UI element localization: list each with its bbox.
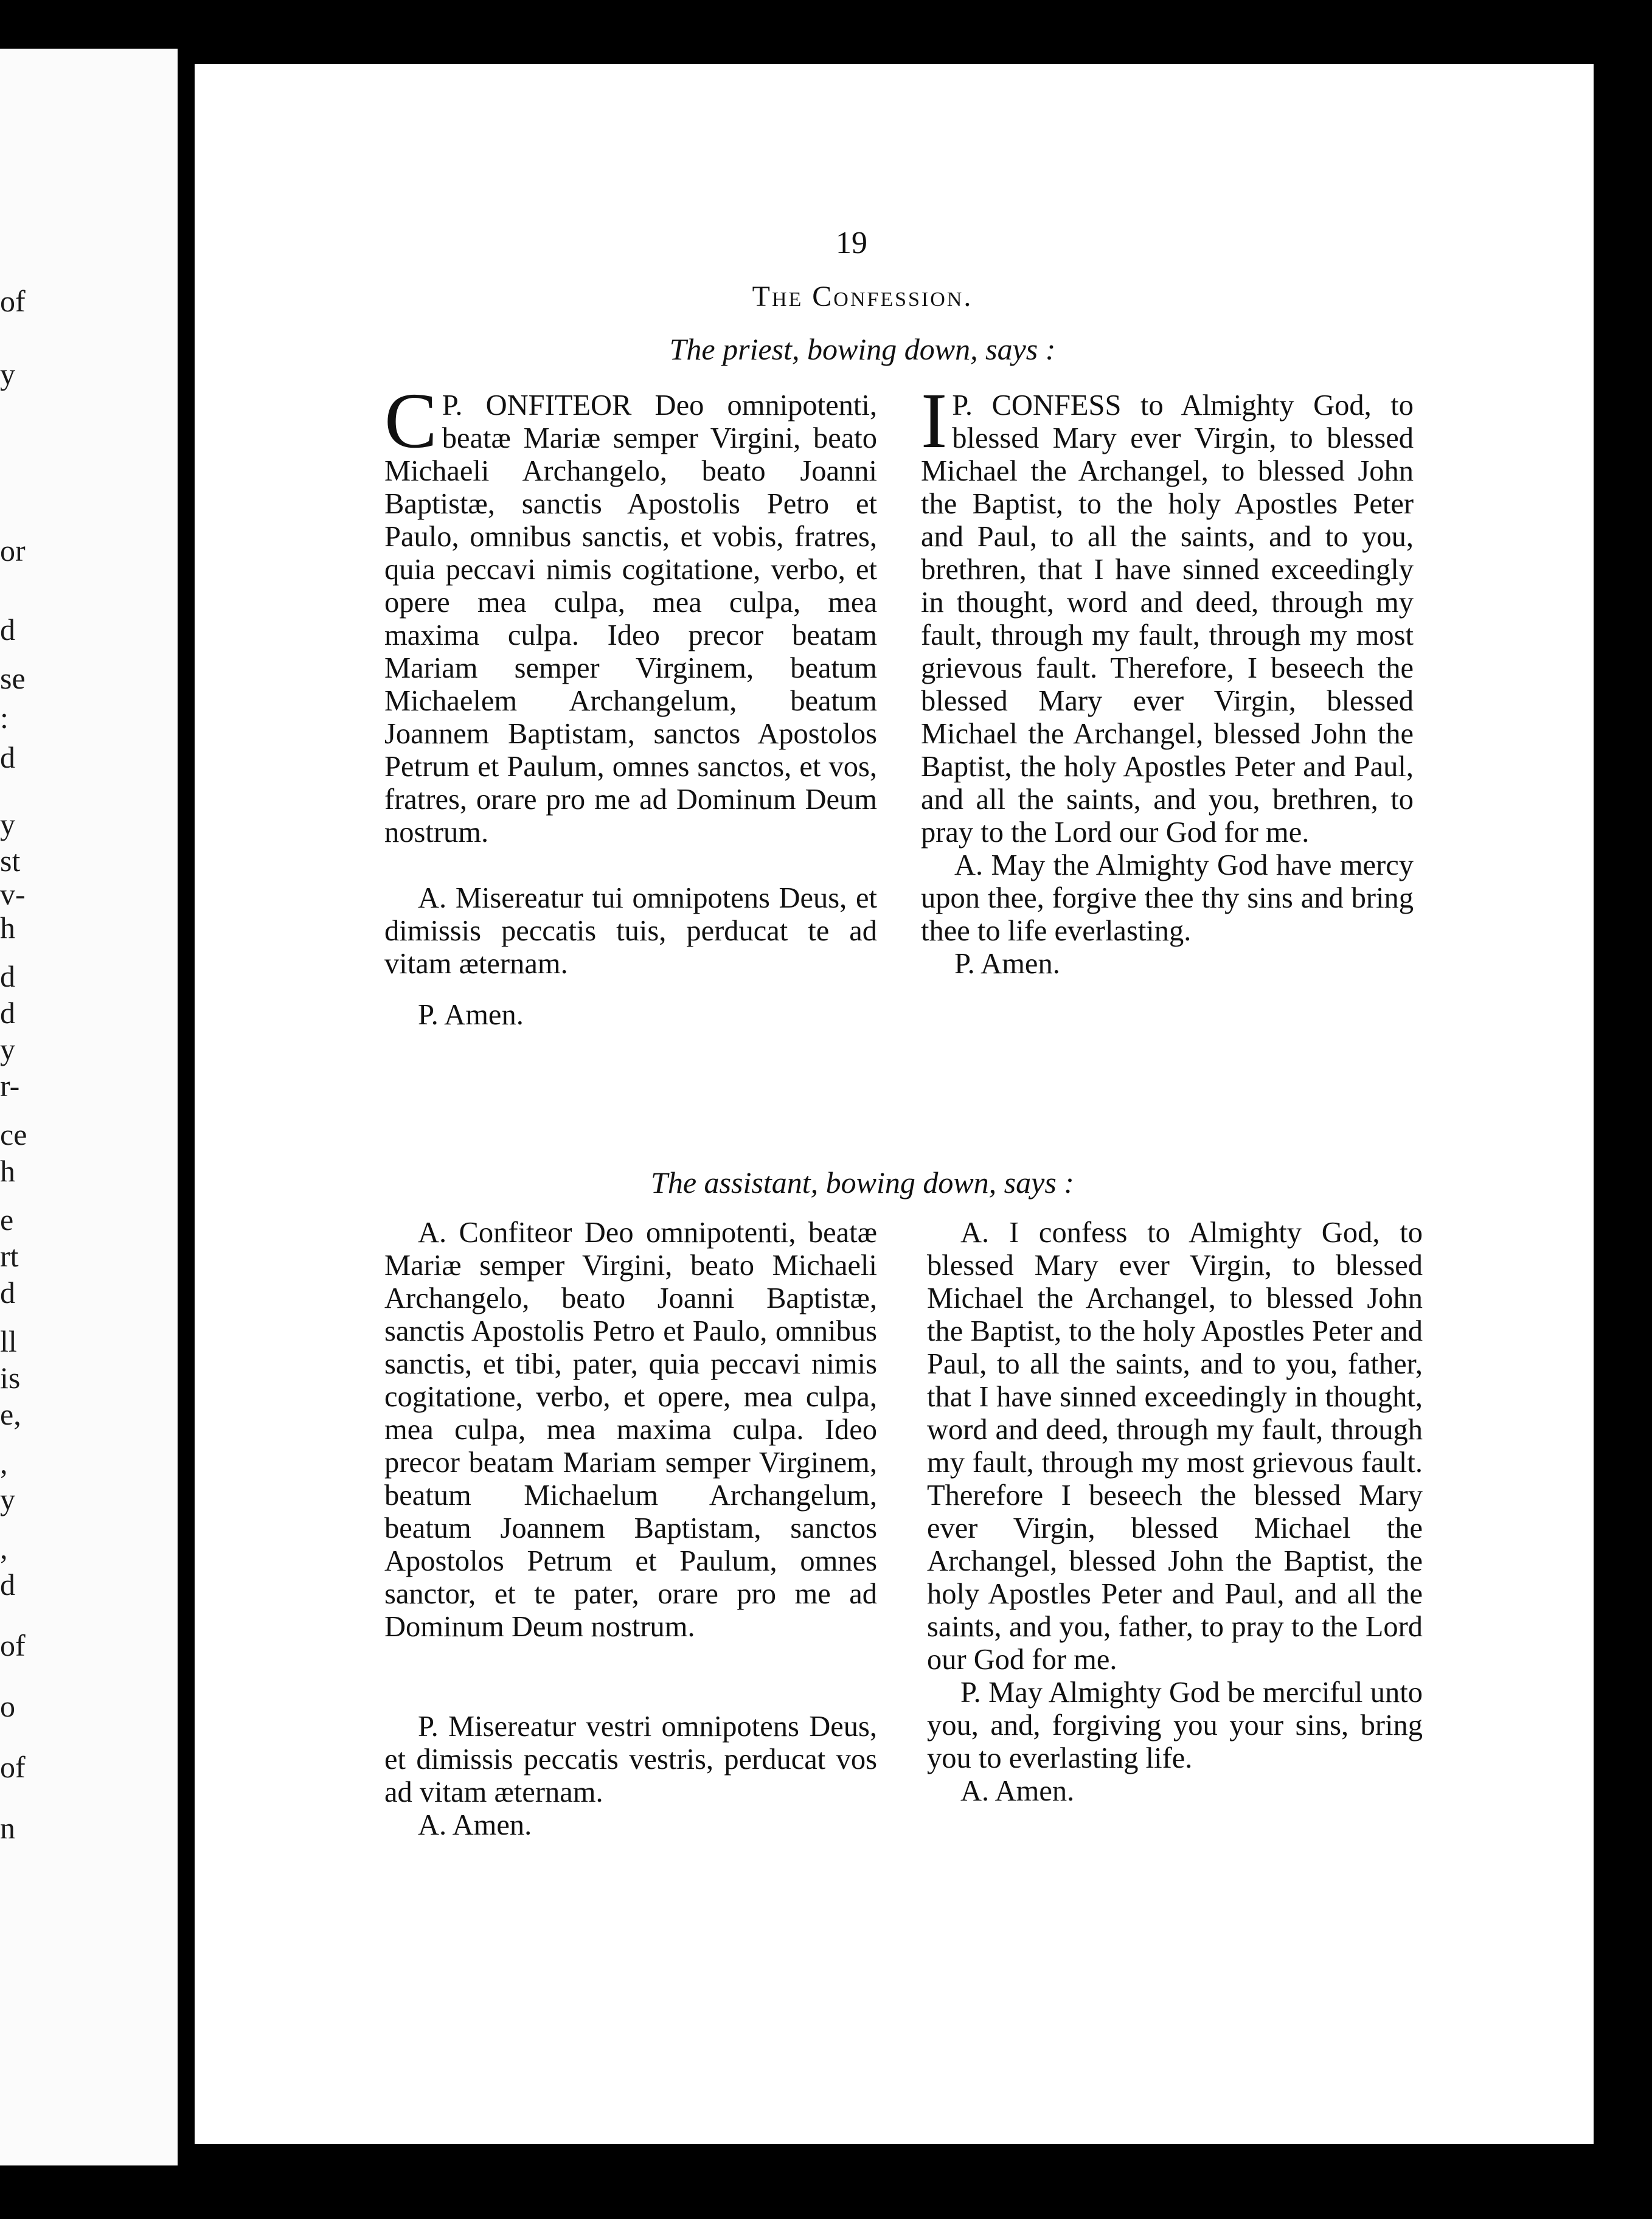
facing-page-fragment: ce — [0, 1117, 27, 1151]
facing-page-fragment: of — [0, 1628, 26, 1662]
facing-page-fragment: e, — [0, 1397, 21, 1431]
facing-page-fragment: : — [0, 701, 9, 735]
facing-page-fragment: rt — [0, 1239, 19, 1273]
confiteor-assistant-latin: A. Confiteor Deo omnipotenti, beatæ Mariæ semper Virgini, beato Michaeli Archangelo, beato Joanni Baptistæ, sanctis Apostolis Petro et Paulo, omnibus sanctis, et tibi, pater, quia peccavi nimis cogitatione, verbo, et opere, mea culpa, mea culpa, mea maxima culpa. Ideo precor beatam Mariam semper Virginem, beatum Michaelum Archangelum, beatum Joannem Baptistam, sanctos Apostolos Petrum et Paulum, omnes sanctor, et te pater, orare pro me ad Dominum Deum nostrum. — [384, 1217, 877, 1643]
facing-page-fragment: se — [0, 661, 26, 695]
assistant-latin-column — [384, 1217, 877, 1842]
facing-page-fragment: d — [0, 996, 15, 1030]
lead-word: ONFITEOR — [485, 389, 632, 422]
facing-page-fragment: d — [0, 1276, 15, 1310]
amen-latin-assistant: A. Amen. — [418, 1809, 532, 1841]
facing-page-fragment: h — [0, 911, 15, 945]
rubric-priest: The priest, bowing down, says : — [669, 332, 1056, 366]
facing-page-fragment: st — [0, 844, 21, 878]
facing-page-fragment: v- — [0, 877, 26, 911]
facing-page-fragment: d — [0, 1568, 15, 1602]
confiteor-latin-paragraph — [384, 377, 878, 849]
facing-page-fragment: e — [0, 1203, 14, 1237]
facing-page-fragment: y — [0, 807, 15, 841]
priest-english-column — [921, 377, 1414, 981]
assistant-english-column — [927, 1217, 1423, 1808]
facing-page-fragment: , — [0, 1446, 8, 1480]
rubric-assistant: The assistant, bowing down, says : — [651, 1165, 1074, 1200]
facing-page-fragment: y — [0, 1482, 15, 1516]
facing-page-fragment: n — [0, 1811, 15, 1845]
lead-word: CONFESS — [991, 389, 1122, 422]
amen-english-assistant: A. Amen. — [960, 1775, 1075, 1807]
facing-page-fragment: d — [0, 740, 15, 774]
confiteor-english-text: to Almighty God, to blessed Mary ever Virgin, to blessed Michael the Archangel, to blessed John the Baptist, to the holy Apostles Peter and Paul, to all the saints, and to you, brethren, that I have sinned exceedingly in thought, word and deed, through my fault, through my fault, through my most grievous fault. Therefore, I beseech the blessed Mary ever Virgin, blessed Michael the Archangel, blessed John the Baptist, the holy Apostles Peter and Paul, and all the saints, and you, brethren, to pray to the Lord our God for me. — [921, 389, 1414, 849]
misereatur-latin: A. Misereatur tui omnipotens Deus, et dimissis peccatis tuis, perducat te ad vitam æternam. — [384, 882, 877, 980]
confiteor-assistant-english: A. I confess to Almighty God, to blessed Mary ever Virgin, to blessed Michael the Archangel, to blessed John the Baptist, to the holy Apostles Peter and Paul, to all the saints, and to you, father, that I have sinned exceedingly in thought, word and deed, through my fault, through my fault, through my most grievous fault. Therefore I beseech the blessed Mary ever Virgin, blessed Michael the Archangel, blessed John the Baptist, the holy Apostles Peter and Paul, and all the saints, and you, father, to pray to the Lord our God for me. — [927, 1217, 1423, 1676]
confiteor-latin-text: Deo omnipotenti, beatæ Mariæ semper Virgini, beato Michaeli Archangelo, beato Joanni Baptistæ, sanctis Apostolis Petro et Paulo, omnibus sanctis, et vobis, fratres, quia peccavi nimis cogitatione, verbo, et opere mea culpa, mea culpa, mea maxima culpa. Ideo precor beatam Mariam semper Virginem, beatum Michaelem Archangelum, beatum Joannem Baptistam, sanctos Apostolos Petrum et Paulum, omnes sanctos, et vos, fratres, orare pro me ad Dominum Deum nostrum. — [384, 389, 878, 849]
priest-prefix: P. — [442, 389, 463, 422]
may-almighty-english: A. May the Almighty God have mercy upon thee, forgive thee thy sins and bring thee to life everlasting. — [921, 849, 1414, 947]
misereatur-vestri-latin: P. Misereatur vestri omnipotens Deus, et dimissis peccatis vestris, perducat vos ad vitam æternam. — [384, 1710, 877, 1808]
priest-latin-column — [384, 377, 878, 1032]
amen-english-priest: P. Amen. — [954, 948, 1060, 980]
facing-page-fragment: y — [0, 357, 15, 391]
facing-page-fragment: o — [0, 1689, 15, 1723]
facing-page-fragment: is — [0, 1361, 21, 1395]
facing-page-fragment: r- — [0, 1069, 20, 1103]
drop-cap-i: I — [921, 377, 948, 465]
facing-page-fragment: , — [0, 1531, 8, 1565]
facing-page-fragment: d — [0, 959, 15, 993]
facing-page-fragment: of — [0, 1750, 26, 1784]
facing-page-fragment: y — [0, 1032, 15, 1066]
facing-page-fragment: of — [0, 284, 26, 318]
facing-page-fragment: or — [0, 533, 26, 568]
section-title: The Confession. — [752, 280, 973, 313]
may-almighty-merciful-english: P. May Almighty God be merciful unto you, and, forgiving you your sins, bring you to everlasting life. — [927, 1676, 1423, 1774]
priest-prefix: P. — [952, 389, 973, 422]
confiteor-english-paragraph — [921, 377, 1414, 849]
page-number: 19 — [836, 226, 867, 260]
amen-latin-priest: P. Amen. — [418, 999, 524, 1031]
drop-cap-c: C — [384, 377, 437, 465]
facing-page-fragment: d — [0, 613, 15, 647]
facing-page-fragment: h — [0, 1154, 15, 1188]
facing-page-fragment: ll — [0, 1324, 17, 1358]
